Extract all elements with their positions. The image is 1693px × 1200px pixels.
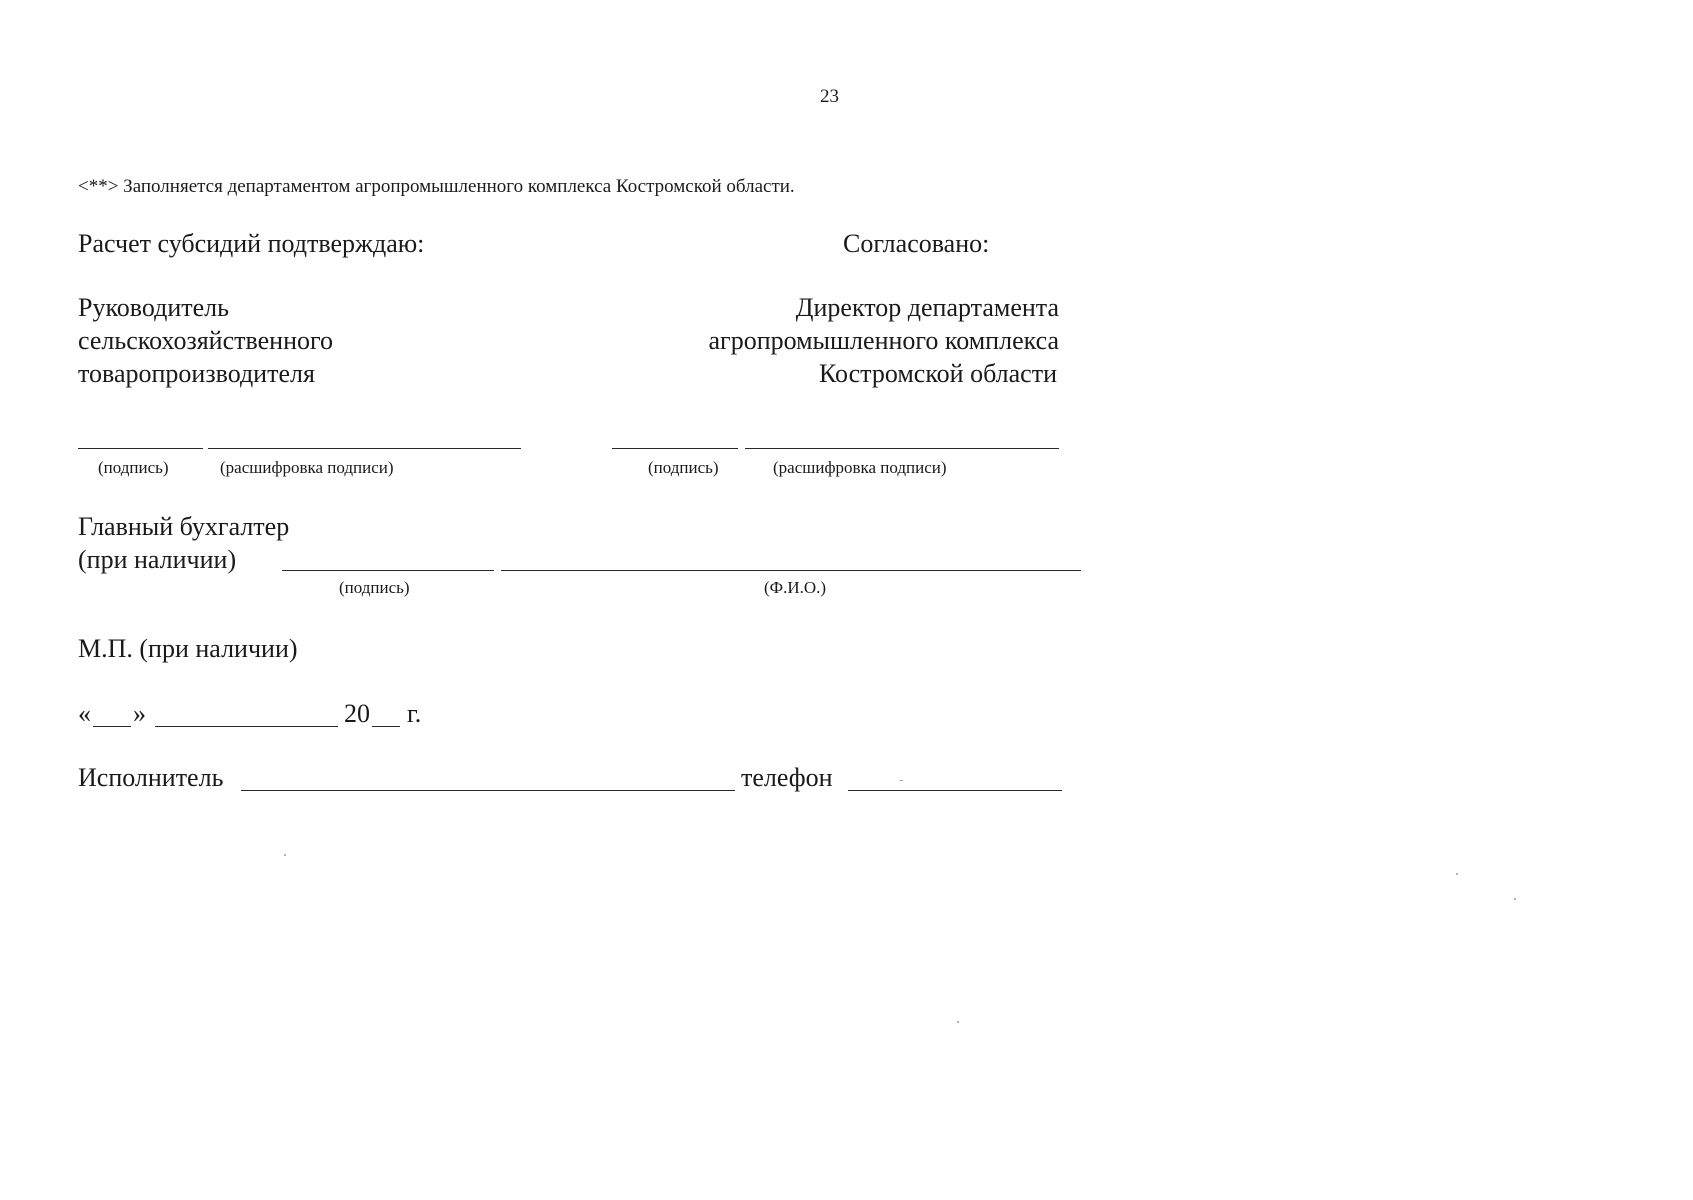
accountant-signature-line [282, 570, 494, 571]
accountant-name-caption: (Ф.И.О.) [764, 578, 827, 597]
scan-speck [900, 780, 903, 781]
right-signature-caption: (подпись) [648, 458, 719, 477]
accountant-name-line [501, 570, 1081, 571]
scan-speck [1456, 873, 1458, 875]
left-decoding-caption: (расшифровка подписи) [220, 458, 394, 477]
left-role-line-3: товаропроизводителя [78, 359, 315, 388]
scan-speck [1514, 898, 1516, 900]
right-role-line-3: Костромской области [818, 359, 1057, 388]
date-close-quote: » [133, 699, 146, 728]
right-decoding-line [745, 448, 1059, 449]
left-signature-caption: (подпись) [98, 458, 169, 477]
right-role-line-1: Директор департамента [795, 293, 1059, 322]
date-year-suffix: г. [407, 699, 422, 728]
executor-label: Исполнитель [78, 763, 224, 792]
left-decoding-line [208, 448, 521, 449]
accountant-title: Главный бухгалтер [78, 512, 290, 541]
date-year-line [372, 726, 400, 727]
left-signature-line [78, 448, 203, 449]
phone-label: телефон [741, 763, 833, 792]
stamp-place: М.П. (при наличии) [78, 634, 298, 663]
phone-line [848, 790, 1062, 791]
right-decoding-caption: (расшифровка подписи) [773, 458, 947, 477]
executor-line [241, 790, 735, 791]
accountant-title-note: (при наличии) [78, 545, 237, 574]
scan-speck [957, 1021, 959, 1023]
page-number: 23 [820, 86, 839, 107]
right-role-line-2: агропромышленного комплекса [708, 326, 1059, 355]
accountant-signature-caption: (подпись) [339, 578, 410, 597]
left-role-line-1: Руководитель [78, 293, 229, 322]
scan-speck [284, 854, 286, 856]
date-month-line [155, 726, 338, 727]
left-role-line-2: сельскохозяйственного [78, 326, 333, 355]
date-day-line [93, 726, 131, 727]
date-year-prefix: 20 [344, 699, 370, 728]
left-heading: Расчет субсидий подтверждаю: [78, 229, 425, 258]
right-heading: Согласовано: [843, 229, 990, 258]
right-signature-line [612, 448, 738, 449]
date-open-quote: « [78, 699, 91, 728]
footnote: <**> Заполняется департаментом агропромышленного комплекса Костромской области. [78, 176, 795, 197]
